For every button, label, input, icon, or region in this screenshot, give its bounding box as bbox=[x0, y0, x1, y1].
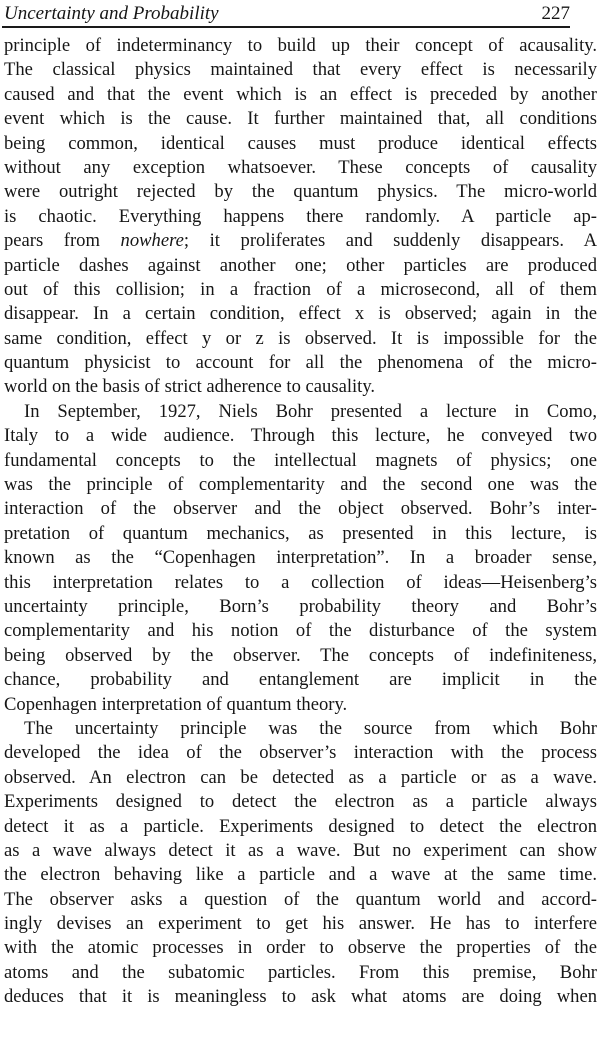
text-line: fundamental concepts to the intellectual magnets of physics; one bbox=[4, 449, 597, 471]
text-line: Copenhagen interpretation of quantum theory. bbox=[4, 693, 348, 715]
text-line: disappear. In a certain condition, effect x is observed; again in the bbox=[4, 303, 597, 325]
text-line: without any exception whatsoever. These concepts of causality bbox=[4, 156, 597, 178]
text-line: as a wave always detect it as a wave. But no experiment can show bbox=[4, 839, 597, 861]
text-line: uncertainty principle, Born’s probability theory and Bohr’s bbox=[4, 595, 597, 617]
text-line: observed. An electron can be detected as a particle or as a wave. bbox=[4, 766, 597, 788]
text-line: In September, 1927, Niels Bohr presented a lecture in Como, bbox=[24, 400, 597, 422]
text-line: Experiments designed to detect the electron as a particle always bbox=[4, 791, 597, 813]
text-line: event which is the cause. It further maintained that, all conditions bbox=[4, 108, 597, 130]
text-line: atoms and the subatomic particles. From this premise, Bohr bbox=[4, 961, 597, 983]
text-line: The classical physics maintained that every effect is necessarily bbox=[4, 59, 597, 81]
text-line: the electron behaving like a particle and a wave at the same time. bbox=[4, 864, 597, 886]
paragraph-1 bbox=[4, 34, 597, 400]
text-line: known as the “Copenhagen interpretation”. In a broader sense, bbox=[4, 547, 597, 569]
running-head bbox=[4, 0, 570, 26]
text-line: were outright rejected by the quantum physics. The micro-world bbox=[4, 181, 597, 203]
text-line: chance, probability and entanglement are implicit in the bbox=[4, 669, 597, 691]
text-line: developed the idea of the observer’s interaction with the process bbox=[4, 742, 597, 764]
text-line: being observed by the observer. The concepts of indefiniteness, bbox=[4, 644, 597, 666]
text-line: pretation of quantum mechanics, as presented in this lecture, is bbox=[4, 522, 597, 544]
text-line: complementarity and his notion of the disturbance of the system bbox=[4, 620, 597, 642]
text-line: particle dashes against another one; other particles are produced bbox=[4, 254, 597, 276]
text-line: is chaotic. Everything happens there randomly. A particle ap- bbox=[4, 205, 597, 227]
page-number: 227 bbox=[541, 3, 570, 24]
text-line-with-italic: pears from nowhere; it proliferates and suddenly disappears. A bbox=[4, 230, 597, 252]
text-line: same condition, effect y or z is observed. It is impossible for the bbox=[4, 327, 597, 349]
text-line: interaction of the observer and the object observed. Bohr’s inter- bbox=[4, 498, 597, 520]
text-line: The observer asks a question of the quantum world and accord- bbox=[4, 888, 597, 910]
body-text bbox=[4, 34, 597, 1010]
paragraph-2 bbox=[4, 400, 597, 717]
text-line: quantum physicist to account for all the phenomena of the micro- bbox=[4, 352, 597, 374]
paragraph-3 bbox=[4, 717, 597, 1010]
text-line: principle of indeterminancy to build up their concept of acausality. bbox=[4, 35, 597, 56]
text-line: was the principle of complementarity and the second one was the bbox=[4, 474, 597, 496]
text-line: deduces that it is meaningless to ask what atoms are doing when bbox=[4, 986, 597, 1008]
text-line: out of this collision; in a fraction of a microsecond, all of them bbox=[4, 278, 597, 300]
italic-word: nowhere bbox=[120, 230, 184, 252]
header-rule bbox=[2, 26, 570, 28]
text-line: The uncertainty principle was the source from which Bohr bbox=[24, 717, 597, 739]
text-line: caused and that the event which is an effect is preceded by another bbox=[4, 83, 597, 105]
text-line: world on the basis of strict adherence to causality. bbox=[4, 376, 376, 398]
text-line: Italy to a wide audience. Through this lecture, he conveyed two bbox=[4, 425, 597, 447]
text-line: this interpretation relates to a collection of ideas—Heisenberg’s bbox=[4, 571, 597, 593]
running-head-title: Uncertainty and Probability bbox=[4, 3, 219, 24]
text-line: detect it as a particle. Experiments designed to detect the electron bbox=[4, 815, 597, 837]
text-line: ingly devises an experiment to get his answer. He has to interfere bbox=[4, 913, 597, 935]
text-line: with the atomic processes in order to observe the properties of the bbox=[4, 937, 597, 959]
text-line: being common, identical causes must produce identical effects bbox=[4, 132, 597, 154]
